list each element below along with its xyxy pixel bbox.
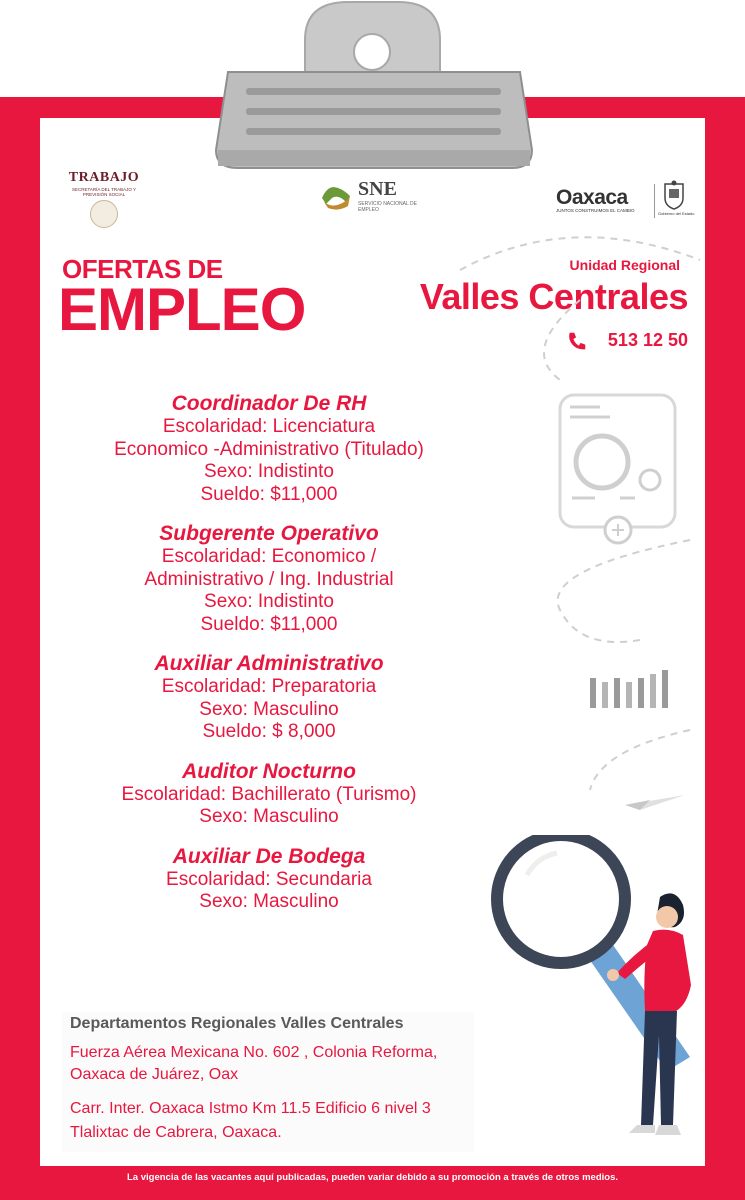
sne-logo [318, 178, 438, 218]
job-title: Coordinador De RH [171, 392, 367, 415]
address-line: Fuerza Aérea Mexicana No. 602 , Colonia Reforma, [70, 1044, 438, 1061]
handshake-icon [318, 178, 354, 214]
job-detail: Escolaridad: Economico / [161, 546, 377, 567]
job-title: Auditor Nocturno [182, 759, 356, 783]
job-detail: Sexo: Masculino [199, 891, 339, 912]
trabajo-logo [62, 170, 146, 228]
job-item [62, 760, 476, 829]
trabajo-logo-subtitle: SECRETARÍA DEL TRABAJO Y PREVISIÓN SOCIAL [71, 187, 137, 197]
job-detail: Sexo: Indistinto [204, 591, 334, 612]
job-title: Subgerente Operativo [159, 522, 379, 545]
job-detail: Administrativo / Ing. Industrial [144, 568, 394, 590]
job-detail: Sexo: Masculino [199, 698, 339, 720]
oaxaca-logo-subtitle: JUNTOS CONSTRUIMOS EL CAMBIO [556, 208, 635, 213]
job-list [62, 392, 476, 930]
unidad-label: Unidad Regional [569, 257, 680, 273]
job-detail: Escolaridad: Licenciatura [162, 416, 376, 437]
sne-logo-subtitle: SERVICIO NACIONAL DE EMPLEO [358, 201, 417, 213]
oaxaca-logo [552, 180, 695, 220]
woman-illustration [485, 835, 705, 1145]
oaxaca-logo-title: Oaxaca [556, 186, 628, 209]
job-item [62, 845, 476, 914]
region-title: Valles Centrales [419, 276, 688, 317]
job-title: Auxiliar Administrativo [154, 652, 384, 675]
sne-logo-title: SNE [358, 178, 397, 200]
oaxaca-shield-caption: Gobierno del Estado [658, 211, 695, 216]
job-detail: Sexo: Indistinto [204, 461, 334, 482]
national-seal-icon [90, 200, 118, 228]
address-line: Carr. Inter. Oaxaca Istmo Km 11.5 Edificio 6 nivel 3 [70, 1100, 431, 1117]
job-detail: Sexo: Masculino [199, 806, 339, 827]
address-box [62, 1012, 474, 1152]
logo-divider [654, 184, 655, 218]
trabajo-logo-title: TRABAJO [68, 170, 140, 185]
bar-chart-icon [590, 670, 668, 708]
address-title: Departamentos Regionales Valles Centrales [70, 1015, 404, 1032]
job-item [62, 392, 476, 506]
job-title: Auxiliar De Bodega [172, 844, 366, 868]
job-detail: Escolaridad: Secundaria [166, 868, 372, 890]
headline-line2: EMPLEO [58, 276, 306, 343]
paper-plane-icon [625, 795, 685, 810]
job-detail: Escolaridad: Bachillerato (Turismo) [121, 783, 417, 805]
chart-card-icon [560, 395, 675, 543]
job-detail: Sueldo: $11,000 [200, 483, 338, 505]
job-item [62, 522, 476, 636]
job-item [62, 652, 476, 744]
headline-line1: OFERTAS DE [62, 254, 223, 284]
address-line: Oaxaca de Juárez, Oax [70, 1066, 239, 1083]
job-detail: Escolaridad: Preparatoria [161, 676, 377, 697]
state-shield-icon [662, 180, 686, 210]
footer-disclaimer: La vigencia de las vacantes aquí publicadas, pueden variar debido a su promoción a través de otros medios. [127, 1172, 618, 1183]
address-line: Tlalixtac de Cabrera, Oaxaca. [70, 1124, 282, 1141]
job-detail: Sueldo: $11,000 [200, 613, 338, 635]
phone-number: 513 12 50 [607, 330, 688, 350]
job-detail: Sueldo: $ 8,000 [202, 721, 336, 742]
job-detail: Economico -Administrativo (Titulado) [114, 438, 424, 460]
